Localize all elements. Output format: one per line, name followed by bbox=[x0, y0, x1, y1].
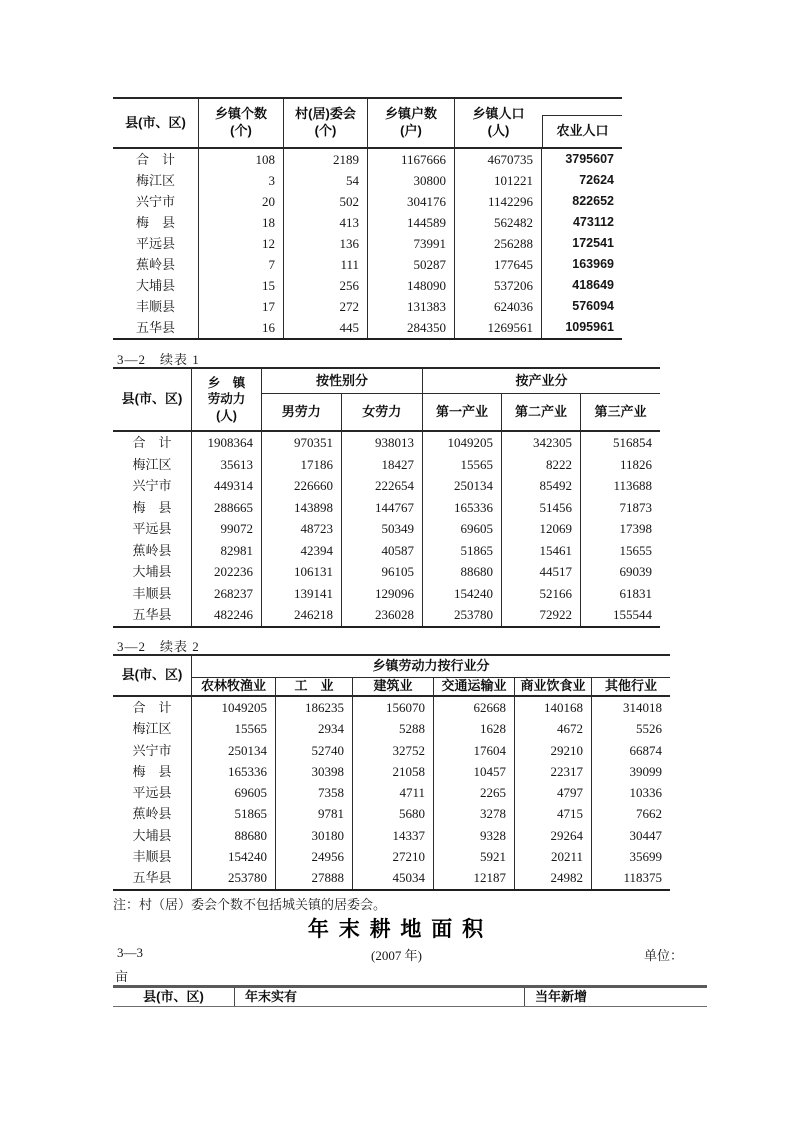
table-cell: 15 bbox=[199, 275, 284, 296]
table-cell: 梅 县 bbox=[113, 212, 199, 233]
table-row bbox=[113, 233, 622, 254]
table-cell: 12069 bbox=[502, 518, 581, 540]
table-row bbox=[113, 254, 622, 275]
header-year-end-actual: 年末实有 bbox=[235, 988, 525, 1006]
table-cell: 9781 bbox=[276, 803, 353, 824]
table-cell: 113688 bbox=[613, 478, 652, 493]
table-cell: 51865 bbox=[423, 540, 502, 562]
table-cell: 蕉岭县 bbox=[113, 254, 199, 275]
table-cell: 288665 bbox=[192, 497, 262, 519]
table-labor-gender-industry bbox=[113, 367, 660, 628]
table-cell: 50349 bbox=[342, 518, 423, 540]
table-cell: 17186 bbox=[262, 454, 342, 476]
header-group-by-sector bbox=[192, 656, 670, 695]
table-row bbox=[113, 718, 670, 739]
table-cell: 177645 bbox=[455, 254, 542, 275]
header-agri-population-label: 农业人口 bbox=[556, 123, 609, 139]
header-region bbox=[113, 656, 192, 695]
header-sector-subcolumns bbox=[192, 678, 670, 695]
table-cell: 54 bbox=[284, 170, 368, 191]
header-region-label: 县(市、区) bbox=[121, 667, 183, 683]
table-cell: 24956 bbox=[276, 846, 353, 867]
table-cell: 272 bbox=[284, 296, 368, 317]
table-cell: 970351 bbox=[262, 432, 342, 454]
table-caption-continued-1: 3—2 续表 1 bbox=[117, 352, 200, 367]
table-cell: 7 bbox=[199, 254, 284, 275]
header-town-count-line2: (个) bbox=[230, 123, 252, 138]
table-cell: 253780 bbox=[192, 867, 276, 888]
header-industry: 工 业 bbox=[276, 678, 353, 695]
table-cell: 88680 bbox=[192, 825, 276, 846]
header-newly-added: 当年新增 bbox=[535, 988, 588, 1004]
table-cell: 梅 县 bbox=[113, 761, 192, 782]
header-agriculture: 农林牧渔业 bbox=[192, 678, 276, 695]
table-cell: 7358 bbox=[276, 782, 353, 803]
table-cell: 106131 bbox=[262, 561, 342, 583]
table-cell: 丰顺县 bbox=[113, 846, 192, 867]
header-labor-by-sector bbox=[192, 656, 670, 678]
header-tertiary-industry: 第三产业 bbox=[594, 403, 647, 419]
table-cell: 99072 bbox=[192, 518, 262, 540]
table-cell: 35613 bbox=[192, 454, 262, 476]
table-cell: 5921 bbox=[434, 846, 515, 867]
section-unit-value: 亩 bbox=[115, 969, 129, 984]
table-cell: 30180 bbox=[276, 825, 353, 846]
header-population-line2: (人) bbox=[487, 123, 510, 138]
table-cell: 3 bbox=[199, 170, 284, 191]
header-village-committees-line1: 村(居)委会 bbox=[295, 106, 356, 122]
table-row bbox=[113, 191, 622, 212]
table-cell: 69605 bbox=[423, 518, 502, 540]
table-cell: 131383 bbox=[368, 296, 455, 317]
table-cell: 48723 bbox=[262, 518, 342, 540]
table-labor-body bbox=[113, 432, 660, 628]
section-unit-label: 单位： bbox=[644, 948, 684, 963]
header-agri-population bbox=[542, 99, 622, 147]
table-cell: 12 bbox=[199, 233, 284, 254]
table-cell: 8222 bbox=[502, 454, 581, 476]
table-cell: 20 bbox=[199, 191, 284, 212]
table-cell: 482246 bbox=[192, 604, 262, 626]
table-row bbox=[113, 275, 622, 296]
header-construction: 建筑业 bbox=[353, 678, 434, 695]
table-cell: 22317 bbox=[515, 761, 592, 782]
table-cell: 163969 bbox=[572, 257, 614, 271]
table-cell: 148090 bbox=[368, 275, 455, 296]
header-households-line1: 乡镇户数 bbox=[384, 106, 437, 122]
table-row bbox=[113, 212, 622, 233]
table-row bbox=[113, 432, 660, 454]
header-group-by-industry bbox=[423, 369, 660, 430]
table-cell: 445 bbox=[284, 317, 368, 338]
table-cell: 268237 bbox=[192, 583, 262, 605]
table-cell: 17 bbox=[199, 296, 284, 317]
header-by-gender-label: 按性别分 bbox=[315, 372, 368, 388]
table-cell: 5680 bbox=[353, 803, 434, 824]
table-cell: 576094 bbox=[572, 299, 614, 313]
table-sector-body bbox=[113, 697, 670, 891]
table-cell: 938013 bbox=[342, 432, 423, 454]
table-cell: 27888 bbox=[276, 867, 353, 888]
table-cell: 140168 bbox=[515, 697, 592, 718]
table-cell: 1167666 bbox=[368, 149, 455, 170]
table-cell: 4711 bbox=[353, 782, 434, 803]
header-labor-by-sector-label: 乡镇劳动力按行业分 bbox=[372, 658, 490, 674]
table-cell: 15565 bbox=[192, 718, 276, 739]
table-cell: 五华县 bbox=[113, 317, 199, 338]
table-cell: 202236 bbox=[192, 561, 262, 583]
table-cell: 250134 bbox=[192, 740, 276, 761]
table-cell: 30800 bbox=[368, 170, 455, 191]
table-cell: 五华县 bbox=[113, 867, 192, 888]
table-row bbox=[113, 803, 670, 824]
table-townships bbox=[113, 97, 622, 340]
table-cell: 合 计 bbox=[113, 432, 192, 454]
table-cell: 21058 bbox=[353, 761, 434, 782]
table-cell: 39099 bbox=[629, 763, 662, 779]
table-cell: 304176 bbox=[368, 191, 455, 212]
table-row bbox=[113, 604, 660, 626]
header-male-labor: 男劳力 bbox=[262, 394, 342, 430]
table-row bbox=[113, 867, 670, 888]
header-region-label: 县(市、区) bbox=[125, 114, 186, 130]
table-cell: 9328 bbox=[434, 825, 515, 846]
table-cell: 165336 bbox=[423, 497, 502, 519]
table-cell: 10336 bbox=[629, 785, 662, 801]
header-female-labor: 女劳力 bbox=[362, 403, 402, 419]
table-cell: 236028 bbox=[342, 604, 423, 626]
table-cell: 44517 bbox=[502, 561, 581, 583]
table-cultivated-land-header bbox=[113, 985, 707, 1007]
table-cell: 1049205 bbox=[423, 432, 502, 454]
table-labor-header bbox=[113, 367, 660, 432]
table-cell: 72922 bbox=[502, 604, 581, 626]
table-cell: 29210 bbox=[515, 740, 592, 761]
table-cell: 兴宁市 bbox=[113, 740, 192, 761]
table-cell: 256 bbox=[284, 275, 368, 296]
table-cell: 梅江区 bbox=[113, 454, 192, 476]
table-row bbox=[113, 583, 660, 605]
table-cell: 29264 bbox=[515, 825, 592, 846]
table-cell: 17604 bbox=[434, 740, 515, 761]
table-cell: 1628 bbox=[434, 718, 515, 739]
table-cell: 314018 bbox=[623, 700, 662, 715]
table-cell: 413 bbox=[284, 212, 368, 233]
table-row bbox=[113, 497, 660, 519]
table-cell: 250134 bbox=[423, 475, 502, 497]
table-cell: 129096 bbox=[342, 583, 423, 605]
table-cell: 兴宁市 bbox=[113, 475, 192, 497]
table-cell: 82981 bbox=[192, 540, 262, 562]
table-cell: 2189 bbox=[284, 149, 368, 170]
table-cell: 大埔县 bbox=[113, 825, 192, 846]
table-cell: 156070 bbox=[353, 697, 434, 718]
table-cell: 155544 bbox=[613, 607, 652, 622]
header-by-industry bbox=[423, 369, 660, 394]
header-region: 县(市、区) bbox=[113, 988, 235, 1006]
table-cell: 66874 bbox=[629, 742, 662, 758]
table-cell: 226660 bbox=[262, 475, 342, 497]
header-by-gender bbox=[262, 369, 422, 394]
table-cell: 4672 bbox=[515, 718, 592, 739]
table-cell: 15565 bbox=[423, 454, 502, 476]
header-transport: 交通运输业 bbox=[434, 678, 515, 695]
table-cell: 1142296 bbox=[455, 191, 542, 212]
table-row bbox=[113, 454, 660, 476]
table-cell: 4670735 bbox=[455, 149, 542, 170]
table-row bbox=[113, 697, 670, 718]
section-year: (2007 年) bbox=[371, 948, 422, 963]
table-cell: 246218 bbox=[262, 604, 342, 626]
header-village-committees-line2: (个) bbox=[314, 123, 337, 138]
table-cell: 丰顺县 bbox=[113, 296, 199, 317]
table-cell: 165336 bbox=[192, 761, 276, 782]
table-cell: 兴宁市 bbox=[113, 191, 199, 212]
table-cell: 5526 bbox=[636, 721, 662, 737]
table-row bbox=[113, 149, 622, 170]
table-cell: 186235 bbox=[276, 697, 353, 718]
header-by-industry-label: 按产业分 bbox=[515, 372, 568, 388]
table-cell: 梅 县 bbox=[113, 497, 192, 519]
table-cell: 40587 bbox=[342, 540, 423, 562]
header-commerce-catering: 商业饮食业 bbox=[515, 678, 592, 695]
table-cell: 24982 bbox=[515, 867, 592, 888]
table-cell: 108 bbox=[199, 149, 284, 170]
header-region bbox=[113, 99, 199, 147]
header-township-labor bbox=[192, 369, 262, 430]
table-labor-by-sector bbox=[113, 654, 670, 891]
table-townships-header bbox=[113, 97, 622, 149]
table-cell: 516854 bbox=[613, 435, 652, 450]
table-cell: 五华县 bbox=[113, 604, 192, 626]
header-agri-population-box bbox=[542, 115, 622, 147]
table-cell: 1908364 bbox=[192, 432, 262, 454]
table-cell: 52166 bbox=[502, 583, 581, 605]
table-row bbox=[113, 518, 660, 540]
table-cell: 2934 bbox=[276, 718, 353, 739]
table-cultivated-land bbox=[113, 985, 707, 1007]
table-row bbox=[113, 540, 660, 562]
header-secondary-industry: 第二产业 bbox=[502, 394, 581, 430]
table-cell: 3278 bbox=[434, 803, 515, 824]
table-cell: 101221 bbox=[455, 170, 542, 191]
table-cell: 大埔县 bbox=[113, 561, 192, 583]
table-cell: 32752 bbox=[353, 740, 434, 761]
table-cell: 822652 bbox=[572, 194, 614, 208]
table-row bbox=[113, 740, 670, 761]
table-cell: 256288 bbox=[455, 233, 542, 254]
table-cell: 144589 bbox=[368, 212, 455, 233]
table-cell: 15461 bbox=[502, 540, 581, 562]
table-cell: 4797 bbox=[515, 782, 592, 803]
table-cell: 118375 bbox=[623, 870, 662, 886]
table-row bbox=[113, 761, 670, 782]
table-cell: 12187 bbox=[434, 867, 515, 888]
table-cell: 154240 bbox=[423, 583, 502, 605]
table-cell: 562482 bbox=[455, 212, 542, 233]
table-cell: 平远县 bbox=[113, 518, 192, 540]
header-households bbox=[368, 99, 455, 147]
table-cell: 71873 bbox=[619, 499, 652, 515]
table-row bbox=[113, 825, 670, 846]
table-cell: 5288 bbox=[353, 718, 434, 739]
table-cell: 15655 bbox=[619, 542, 652, 558]
table-cell: 136 bbox=[284, 233, 368, 254]
table-cell: 154240 bbox=[192, 846, 276, 867]
table-cell: 1095961 bbox=[565, 320, 614, 334]
header-region-label: 县(市、区) bbox=[121, 391, 183, 407]
table-cell: 18427 bbox=[342, 454, 423, 476]
table-caption-continued-2: 3—2 续表 2 bbox=[117, 639, 200, 654]
table-cell: 1049205 bbox=[192, 697, 276, 718]
table-cell: 51456 bbox=[502, 497, 581, 519]
table-cell: 284350 bbox=[368, 317, 455, 338]
table-cell: 18 bbox=[199, 212, 284, 233]
table-cell: 139141 bbox=[262, 583, 342, 605]
header-region bbox=[113, 369, 192, 430]
table-cell: 96105 bbox=[342, 561, 423, 583]
table-townships-body bbox=[113, 149, 622, 340]
header-primary-industry: 第一产业 bbox=[423, 394, 502, 430]
table-cell: 35699 bbox=[629, 849, 662, 865]
table-cell: 丰顺县 bbox=[113, 583, 192, 605]
header-gender-subcolumns bbox=[262, 394, 422, 430]
table-cell: 14337 bbox=[353, 825, 434, 846]
table-cell: 342305 bbox=[502, 432, 581, 454]
table-cell: 10457 bbox=[434, 761, 515, 782]
table-cell: 73991 bbox=[368, 233, 455, 254]
table-cell: 4715 bbox=[515, 803, 592, 824]
header-township-labor-line3: (人) bbox=[216, 408, 237, 423]
table-cell: 143898 bbox=[262, 497, 342, 519]
table-cell: 20211 bbox=[515, 846, 592, 867]
table-cell: 梅江区 bbox=[113, 718, 192, 739]
table-cell: 111 bbox=[284, 254, 368, 275]
section-meta-row bbox=[0, 945, 793, 962]
table-cell: 42394 bbox=[262, 540, 342, 562]
header-households-line2: (户) bbox=[400, 123, 422, 138]
footnote: 注：村（居）委会个数不包括城关镇的居委会。 bbox=[113, 897, 387, 912]
table-cell: 大埔县 bbox=[113, 275, 199, 296]
table-sector-header bbox=[113, 654, 670, 697]
table-row bbox=[113, 296, 622, 317]
table-cell: 平远县 bbox=[113, 233, 199, 254]
table-row bbox=[113, 317, 622, 338]
table-cell: 449314 bbox=[192, 475, 262, 497]
header-township-labor-line1: 乡 镇 bbox=[207, 376, 246, 391]
table-cell: 30398 bbox=[276, 761, 353, 782]
table-row bbox=[113, 561, 660, 583]
table-cell: 144767 bbox=[342, 497, 423, 519]
table-cell: 27210 bbox=[353, 846, 434, 867]
table-cell: 418649 bbox=[572, 278, 614, 292]
table-row bbox=[113, 170, 622, 191]
table-cell: 61831 bbox=[619, 585, 652, 601]
table-cell: 88680 bbox=[423, 561, 502, 583]
header-village-committees bbox=[284, 99, 368, 147]
table-cell: 2265 bbox=[434, 782, 515, 803]
table-row bbox=[113, 475, 660, 497]
table-cell: 梅江区 bbox=[113, 170, 199, 191]
table-cell: 16 bbox=[199, 317, 284, 338]
table-cell: 222654 bbox=[342, 475, 423, 497]
table-cell: 11826 bbox=[619, 456, 652, 472]
table-cell: 17398 bbox=[619, 521, 652, 536]
table-cell: 473112 bbox=[572, 215, 614, 229]
table-cell: 85492 bbox=[502, 475, 581, 497]
table-cell: 3795607 bbox=[565, 152, 614, 166]
section-title: 年 末 耕 地 面 积 bbox=[307, 918, 486, 941]
header-other-sectors: 其他行业 bbox=[604, 678, 657, 694]
table-cell: 51865 bbox=[192, 803, 276, 824]
table-cell: 合 计 bbox=[113, 697, 192, 718]
table-cell: 69605 bbox=[192, 782, 276, 803]
table-row bbox=[113, 782, 670, 803]
table-cell: 502 bbox=[284, 191, 368, 212]
table-cell: 45034 bbox=[353, 867, 434, 888]
header-industry-subcolumns bbox=[423, 394, 660, 430]
table-cell: 253780 bbox=[423, 604, 502, 626]
header-population bbox=[455, 99, 542, 147]
table-cell: 1269561 bbox=[455, 317, 542, 338]
table-cell: 69039 bbox=[619, 564, 652, 579]
table-cell: 平远县 bbox=[113, 782, 192, 803]
table-cell: 合 计 bbox=[113, 149, 199, 170]
table-cell: 52740 bbox=[276, 740, 353, 761]
table-cell: 7662 bbox=[636, 806, 662, 822]
table-cell: 蕉岭县 bbox=[113, 540, 192, 562]
header-population-line1: 乡镇人口 bbox=[472, 106, 525, 122]
section-table-number: 3—3 bbox=[117, 945, 143, 960]
table-cell: 537206 bbox=[455, 275, 542, 296]
header-group-by-gender bbox=[262, 369, 423, 430]
table-cell: 172541 bbox=[572, 236, 614, 250]
table-row bbox=[113, 846, 670, 867]
table-cell: 72624 bbox=[579, 173, 614, 187]
table-cell: 蕉岭县 bbox=[113, 803, 192, 824]
table-cell: 624036 bbox=[455, 296, 542, 317]
header-town-count bbox=[199, 99, 284, 147]
header-township-labor-line2: 劳动力 bbox=[207, 392, 246, 407]
table-cell: 62668 bbox=[434, 697, 515, 718]
header-town-count-line1: 乡镇个数 bbox=[214, 106, 267, 122]
table-cell: 50287 bbox=[368, 254, 455, 275]
table-cell: 30447 bbox=[629, 827, 662, 843]
